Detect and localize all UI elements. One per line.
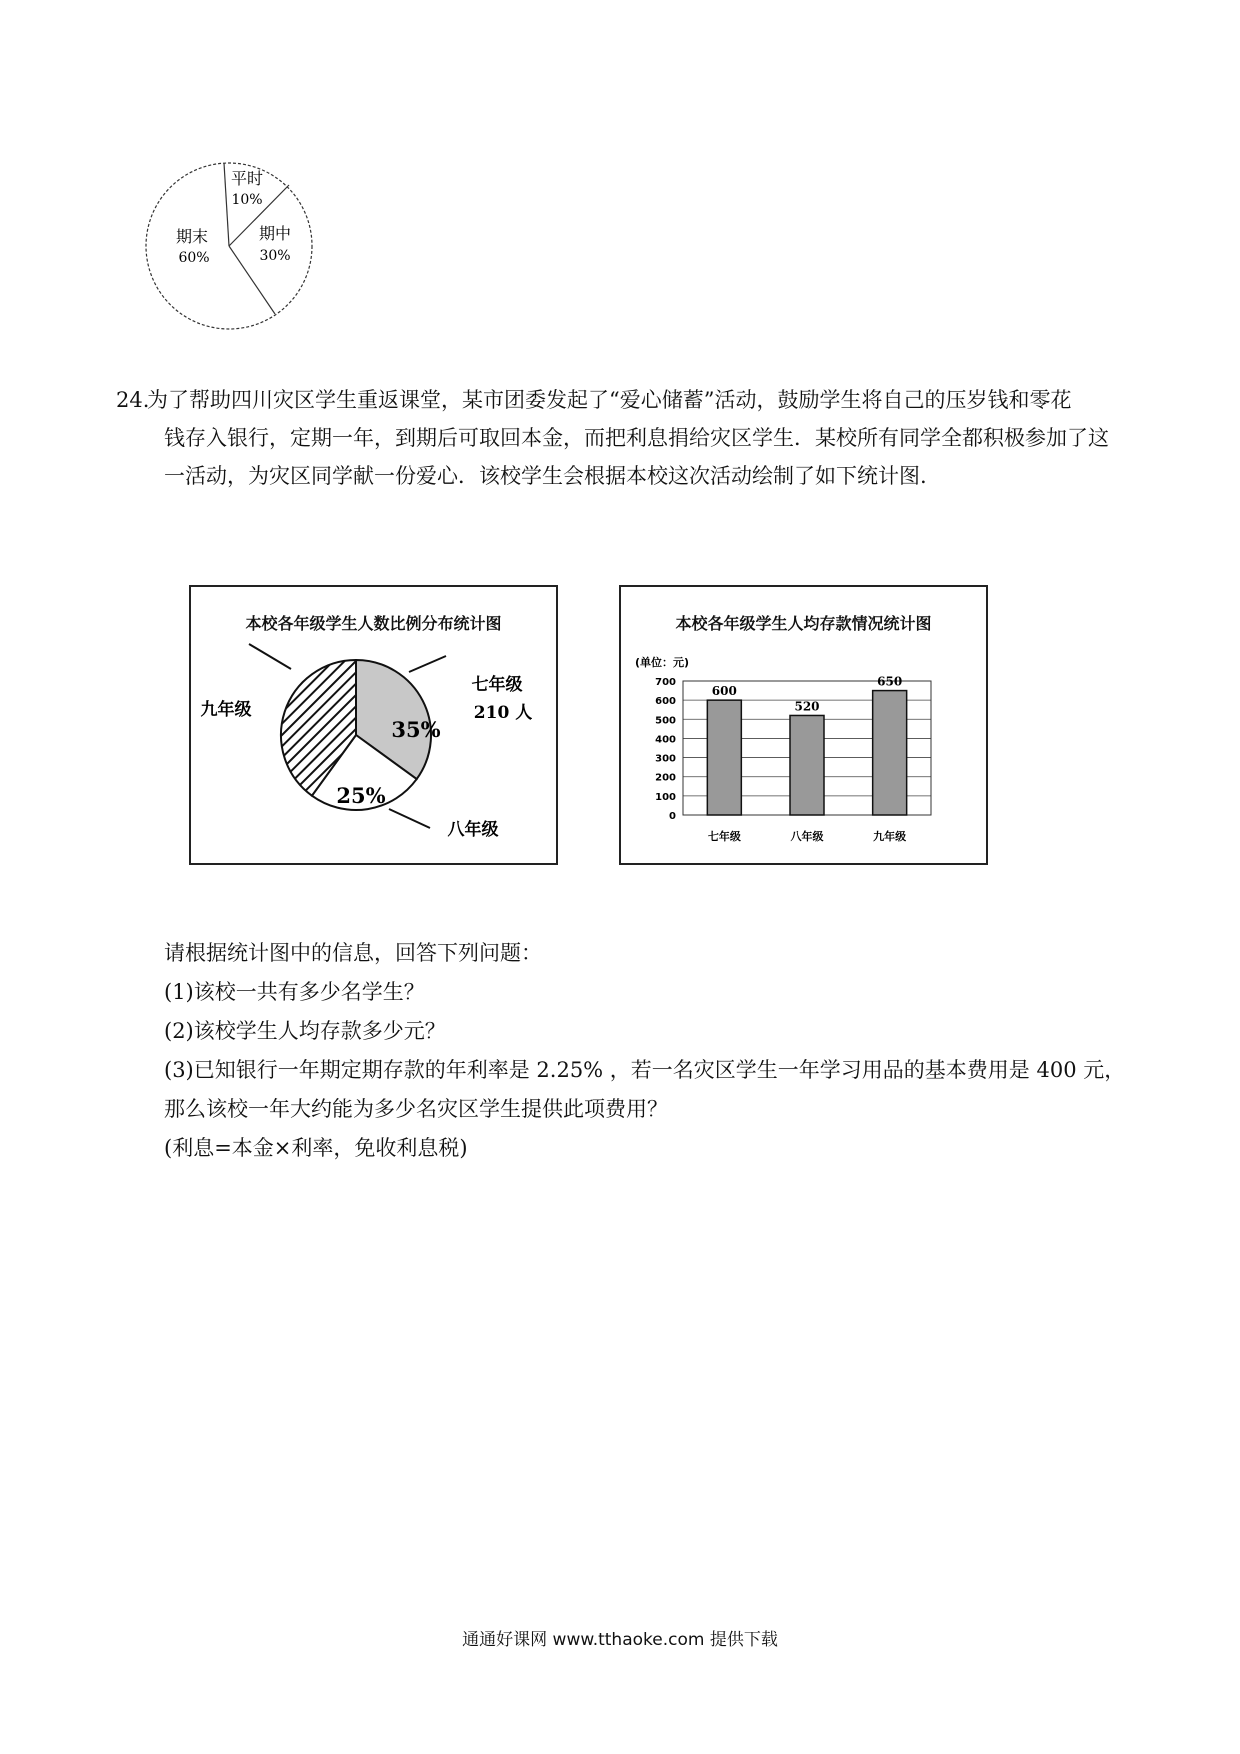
top-pie-label: 平时 <box>230 169 264 188</box>
top-pie-divider <box>224 163 229 246</box>
unit-label: (单位：元) <box>635 656 690 669</box>
leader-line <box>249 644 291 669</box>
prompt-text: 请根据统计图中的信息，回答下列问题： <box>164 941 542 965</box>
top-pie-value: 30% <box>259 248 291 264</box>
x-category-label: 九年级 <box>873 830 907 843</box>
chart-title: 本校各年级学生人均存款情况统计图 <box>675 614 932 633</box>
top-pie-value: 60% <box>178 250 210 266</box>
y-tick-label: 0 <box>669 811 676 822</box>
question-line: 一活动，为灾区同学献一份爱心．该校学生会根据本校这次活动绘制了如下统计图. <box>164 464 927 488</box>
savings-bar-chart <box>619 585 988 865</box>
sub-question: (2)该校学生人均存款多少元？ <box>164 1019 446 1043</box>
top-pie-label: 期末 <box>175 227 209 246</box>
pie-label-grade7: 七年级 <box>471 675 523 695</box>
pie-value-grade8: 25% <box>336 783 386 808</box>
pie-value-grade7: 35% <box>391 717 441 742</box>
y-tick-label: 500 <box>655 715 676 727</box>
x-category-label: 八年级 <box>790 830 824 843</box>
y-tick-label: 600 <box>655 696 676 708</box>
y-tick-label: 100 <box>655 791 676 803</box>
bar-value-label: 650 <box>877 674 903 689</box>
y-tick-label: 700 <box>655 677 676 688</box>
sub-question: (3)已知银行一年期定期存款的年利率是 2.25% ，若一名灾区学生一年学习用品的基本费用是 400 元， <box>164 1058 1126 1082</box>
pie-svg <box>191 587 556 863</box>
question-line: 为了帮助四川灾区学生重返课堂，某市团委发起了“爱心储蓄”活动，鼓励学生将自己的压岁钱和零花 <box>147 388 1072 412</box>
x-category-label: 七年级 <box>707 830 741 843</box>
leader-line <box>409 656 446 672</box>
question-line: 钱存入银行，定期一年，到期后可取回本金，而把利息捐给灾区学生．某校所有同学全都积极参加了这 <box>164 426 1109 450</box>
bar <box>873 691 907 815</box>
sub-question: (1)该校一共有多少名学生？ <box>164 980 425 1004</box>
sub-question: (利息=本金×利率，免收利息税) <box>164 1136 468 1160</box>
y-tick-label: 400 <box>655 734 676 746</box>
bar-svg <box>621 587 986 863</box>
top-pie-chart <box>140 160 330 340</box>
bar <box>707 700 741 815</box>
bar <box>790 715 824 815</box>
question-number: 24. <box>116 388 150 412</box>
bar-value-label: 520 <box>794 699 820 714</box>
sub-question: 那么该校一年大约能为多少名灾区学生提供此项费用？ <box>164 1097 668 1121</box>
footer-text: 通通好课网 www.tthaoke.com 提供下载 <box>462 1630 778 1650</box>
top-pie-label: 期中 <box>258 224 292 243</box>
grade-ratio-pie-chart <box>189 585 558 865</box>
pie-label-grade9: 九年级 <box>200 700 252 720</box>
pie-label-grade8: 八年级 <box>447 820 499 840</box>
chart-title: 本校各年级学生人数比例分布统计图 <box>245 614 502 633</box>
pie-annotation-grade7: 210 人 <box>473 703 533 723</box>
y-tick-label: 300 <box>655 753 676 765</box>
top-pie-value: 10% <box>231 192 263 208</box>
bar-value-label: 600 <box>711 684 737 699</box>
y-tick-label: 200 <box>655 772 676 784</box>
leader-line <box>389 809 430 828</box>
